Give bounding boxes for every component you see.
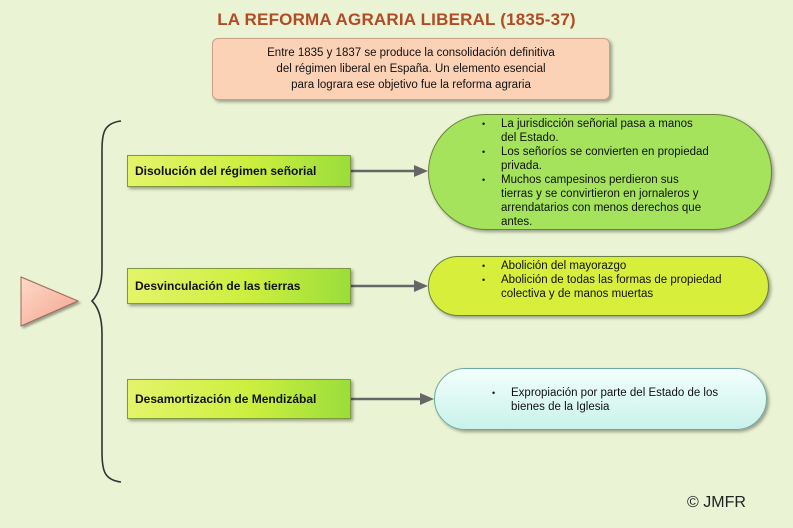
intro-line: para lograra ese objetivo fue la reforma agraria	[291, 79, 531, 91]
detail-pill-desamortizacion	[434, 368, 767, 430]
intro-line: del régimen liberal en España. Un elemento esencial	[276, 63, 546, 75]
page-title: LA REFORMA AGRARIA LIBERAL (1835-37)	[217, 10, 576, 29]
bullet-item: • Los señoríos se convierten en propiedad privada.	[469, 145, 711, 173]
bullet-item: • Abolición de todas las formas de propiedad colectiva y de manos muertas	[469, 273, 728, 301]
category-box-disolucion	[127, 155, 351, 187]
arrow-2	[351, 280, 428, 292]
bullet-item: • Abolición del mayorazgo	[469, 259, 728, 273]
copyright-text: © JMFR	[687, 494, 746, 511]
bullet-item: • Muchos campesinos perdieron sus tierras y se convirtieron en jornaleros y arrendatarios con menos derechos que antes.	[469, 173, 711, 229]
category-label: Disolución del régimen señorial	[135, 164, 317, 178]
arrow-1	[351, 165, 428, 177]
bullet-item: • Expropiación por parte del Estado de los bienes de la Iglesia	[479, 386, 736, 414]
detail-pill-desvinculacion	[428, 256, 769, 316]
category-label: Desvinculación de las tierras	[135, 279, 301, 293]
category-box-desamortizacion	[127, 379, 351, 419]
arrow-3	[351, 393, 434, 405]
detail-pill-disolucion	[428, 114, 772, 230]
category-label: Desamortización de Mendizábal	[135, 392, 317, 406]
triangle-pointer-icon	[21, 277, 78, 326]
category-box-desvinculacion	[127, 268, 351, 304]
curly-brace	[92, 121, 121, 482]
bullet-item: • La jurisdicción señorial pasa a manos del Estado.	[469, 117, 711, 145]
intro-line: Entre 1835 y 1837 se produce la consolidación definitiva	[267, 47, 555, 59]
